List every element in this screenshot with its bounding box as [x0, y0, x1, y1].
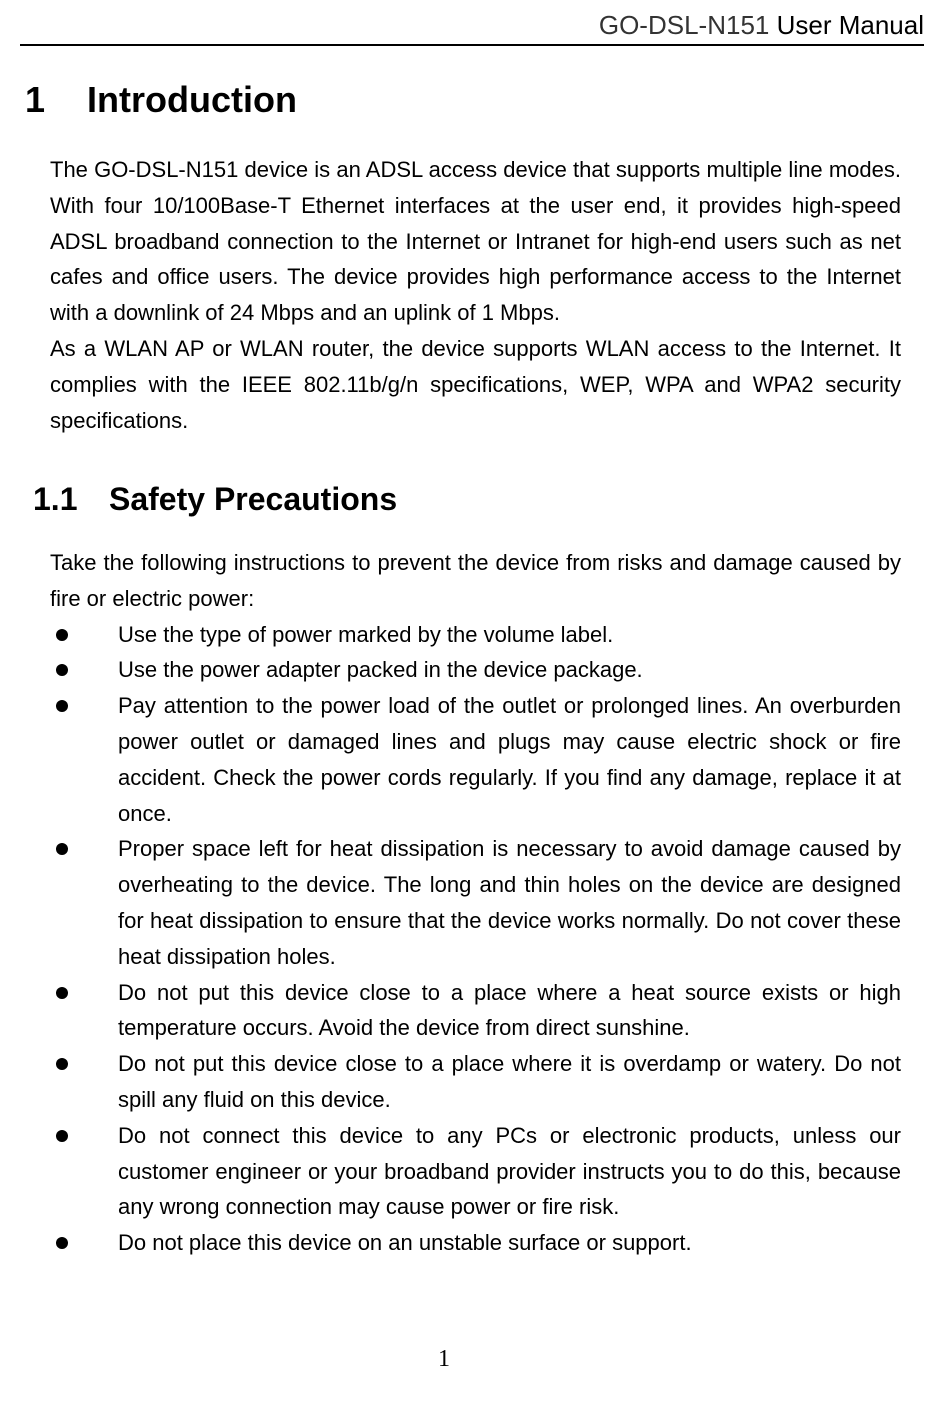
page-header — [20, 8, 924, 46]
list-item-text: Proper space left for heat dissipation is necessary to avoid damage caused by overheating to the device. The long and thin holes on the device are designed for heat dissipation to ensure that the device works normally. Do not cover these heat dissipation holes. — [118, 836, 901, 969]
intro-paragraph: The GO-DSL-N151 device is an ADSL access device that supports multiple line modes. With four 10/100Base-T Ethernet interfaces at the user end, it provides high-speed ADSL broadband connection to the Internet or Intranet for high-end users such as net cafes and office users. The device provides high performance access to the Internet with a downlink of 24 Mbps and an uplink of 1 Mbps. — [50, 157, 901, 326]
list-item-text: Do not place this device on an unstable surface or support. — [118, 1230, 692, 1256]
list-item-text: Do not connect this device to any PCs or electronic products, unless our customer engineer or your broadband provider instructs you to do this, because any wrong connection may cause power or fire risk. — [118, 1122, 901, 1220]
list-item — [50, 652, 901, 688]
section-heading-introduction — [25, 77, 297, 123]
list-item — [50, 617, 901, 653]
list-item — [50, 688, 901, 831]
list-item — [50, 1225, 901, 1261]
list-item — [50, 831, 901, 974]
list-item-text: Use the type of power marked by the volume label. — [118, 621, 614, 647]
bullet-icon — [56, 1058, 68, 1070]
list-item-text: Use the power adapter packed in the device package. — [118, 657, 643, 683]
page-number: 1 — [438, 1346, 450, 1372]
bullet-icon — [56, 843, 68, 855]
header-doc-title: User Manual — [776, 10, 924, 40]
bullet-icon — [56, 987, 68, 999]
list-item-text: Do not put this device close to a place where it is overdamp or watery. Do not spill any fluid on this device. — [118, 1051, 901, 1112]
safety-intro-paragraph: Take the following instructions to prevent the device from risks and damage caused by fire or electric power: — [50, 550, 901, 611]
list-item — [50, 1118, 901, 1225]
introduction-body — [50, 152, 901, 438]
list-item-text: Pay attention to the power load of the outlet or prolonged lines. An overburden power outlet or damaged lines and plugs may cause electric shock or fire accident. Check the power cords regularly. If you find any damage, replace it at once. — [118, 693, 901, 826]
list-item-text: Do not put this device close to a place where a heat source exists or high temperature occurs. Avoid the device from direct sunshine. — [118, 979, 901, 1041]
section-title: Introduction — [87, 79, 297, 120]
intro-paragraph: As a WLAN AP or WLAN router, the device supports WLAN access to the Internet. It complies with the IEEE 802.11b/g/n specifications, WEP, WPA and WPA2 security specifications. — [50, 335, 901, 433]
header-model: GO-DSL-N151 — [598, 10, 770, 40]
subsection-number: 1.1 — [33, 481, 78, 517]
bullet-icon — [56, 1130, 68, 1142]
section-number: 1 — [25, 79, 46, 120]
safety-body — [50, 545, 901, 1261]
bullet-icon — [56, 664, 68, 676]
safety-list — [50, 617, 901, 1261]
list-item — [50, 975, 901, 1047]
bullet-icon — [56, 629, 68, 641]
section-heading-safety-precautions — [33, 478, 397, 520]
list-item — [50, 1046, 901, 1118]
bullet-icon — [56, 700, 68, 712]
bullet-icon — [56, 1237, 68, 1249]
subsection-title: Safety Precautions — [109, 481, 398, 517]
